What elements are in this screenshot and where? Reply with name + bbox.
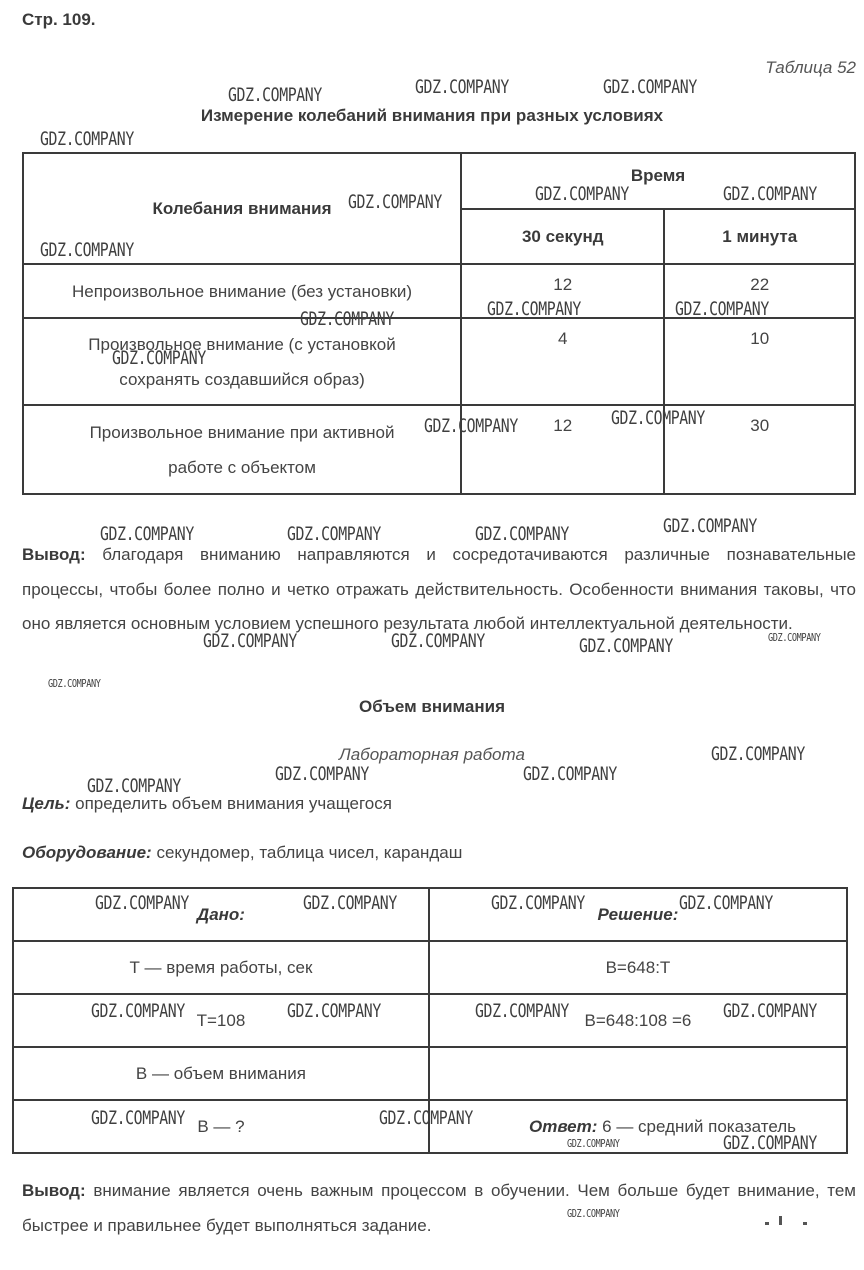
watermark: GDZ.COMPANY	[675, 298, 769, 320]
table1-title: Измерение колебаний внимания при разных условиях	[200, 106, 664, 125]
watermark: GDZ.COMPANY	[567, 1207, 620, 1220]
stray-mark	[779, 1216, 782, 1225]
goal-label: Цель:	[22, 794, 71, 813]
watermark: GDZ.COMPANY	[203, 630, 297, 652]
watermark: GDZ.COMPANY	[579, 635, 673, 657]
answer-text: 6 — средний показатель	[602, 1116, 796, 1136]
conclusion-2-label: Вывод:	[22, 1181, 86, 1200]
watermark: GDZ.COMPANY	[723, 1132, 817, 1154]
equipment-text: секундомер, таблица чисел, карандаш	[156, 843, 463, 862]
cell-1m: 10	[664, 318, 855, 405]
watermark: GDZ.COMPANY	[391, 630, 485, 652]
given-cell: Т — время работы, сек	[13, 941, 429, 994]
time-header: Время	[461, 153, 855, 209]
watermark: GDZ.COMPANY	[287, 523, 381, 545]
watermark: GDZ.COMPANY	[40, 239, 134, 261]
watermark: GDZ.COMPANY	[679, 892, 773, 914]
watermark: GDZ.COMPANY	[723, 183, 817, 205]
answer-label: Ответ:	[529, 1116, 598, 1136]
goal-text: определить объем внимания учащегося	[75, 794, 392, 813]
watermark: GDZ.COMPANY	[491, 892, 585, 914]
solution-cell: В=648:108 =6	[429, 994, 847, 1047]
row-label: Произвольное внимание (с установкой сохранять создавшийся образ)	[23, 318, 461, 405]
watermark: GDZ.COMPANY	[287, 1000, 381, 1022]
watermark: GDZ.COMPANY	[100, 523, 194, 545]
watermark: GDZ.COMPANY	[379, 1107, 473, 1129]
watermark: GDZ.COMPANY	[112, 347, 206, 369]
goal-line	[22, 794, 392, 814]
lab-title: Объем внимания	[358, 697, 506, 716]
watermark: GDZ.COMPANY	[300, 308, 394, 330]
conclusion-2-text: внимание является очень важным процессом в обучении. Чем больше будет внимание, тем быстрее и правильнее будет выполняться задание.	[22, 1181, 856, 1235]
sub-header-30s: 30 секунд	[461, 209, 664, 264]
equipment-line	[22, 843, 462, 863]
watermark: GDZ.COMPANY	[48, 677, 101, 690]
equipment-label: Оборудование:	[22, 843, 152, 862]
watermark: GDZ.COMPANY	[40, 128, 134, 150]
given-cell: Т=108	[13, 994, 429, 1047]
watermark: GDZ.COMPANY	[487, 298, 581, 320]
given-header: Дано:	[13, 888, 429, 941]
given-cell: В — ?	[13, 1100, 429, 1153]
watermark: GDZ.COMPANY	[475, 1000, 569, 1022]
table-label: Таблица 52	[765, 58, 856, 77]
watermark: GDZ.COMPANY	[95, 892, 189, 914]
watermark: GDZ.COMPANY	[663, 515, 757, 537]
sub-header-1m: 1 минута	[664, 209, 855, 264]
watermark: GDZ.COMPANY	[535, 183, 629, 205]
row-label: Непроизвольное внимание (без установки)	[23, 264, 461, 318]
watermark: GDZ.COMPANY	[611, 407, 705, 429]
watermark: GDZ.COMPANY	[228, 84, 322, 106]
watermark: GDZ.COMPANY	[723, 1000, 817, 1022]
row-label: Произвольное внимание при активной работе с объектом	[23, 405, 461, 494]
watermark: GDZ.COMPANY	[768, 631, 821, 644]
watermark: GDZ.COMPANY	[87, 775, 181, 797]
watermark: GDZ.COMPANY	[348, 191, 442, 213]
watermark: GDZ.COMPANY	[424, 415, 518, 437]
solution-header: Решение:	[429, 888, 847, 941]
watermark: GDZ.COMPANY	[303, 892, 397, 914]
watermark: GDZ.COMPANY	[91, 1107, 185, 1129]
watermark: GDZ.COMPANY	[603, 76, 697, 98]
conclusion-1-text: благодаря вниманию направляются и сосредотачиваются различные познавательные процессы, чтобы более полно и четко отражать действительность. Особенности внимания таковы, что оно является основным условием успешного результата любой интеллектуальной деятельности.	[22, 545, 856, 633]
conclusion-1-label: Вывод:	[22, 545, 86, 564]
stray-mark	[803, 1222, 807, 1225]
table-row	[13, 1047, 847, 1100]
cell-30s: 12	[461, 264, 664, 318]
lab-subtitle: Лабораторная работа	[339, 745, 525, 764]
watermark: GDZ.COMPANY	[415, 76, 509, 98]
watermark: GDZ.COMPANY	[475, 523, 569, 545]
table-row	[13, 941, 847, 994]
solution-cell	[429, 1047, 847, 1100]
watermark: GDZ.COMPANY	[567, 1137, 620, 1150]
col-header-fluctuation: Колебания внимания	[23, 153, 461, 264]
conclusion-1	[22, 538, 856, 642]
cell-1m: 30	[664, 405, 855, 494]
stray-mark	[765, 1222, 769, 1225]
page-number: Стр. 109.	[22, 10, 96, 29]
watermark: GDZ.COMPANY	[91, 1000, 185, 1022]
cell-1m: 22	[664, 264, 855, 318]
watermark: GDZ.COMPANY	[275, 763, 369, 785]
cell-30s: 4	[461, 318, 664, 405]
solution-cell: В=648:Т	[429, 941, 847, 994]
watermark: GDZ.COMPANY	[711, 743, 805, 765]
given-cell: В — объем внимания	[13, 1047, 429, 1100]
cell-30s: 12	[461, 405, 664, 494]
watermark: GDZ.COMPANY	[523, 763, 617, 785]
conclusion-2	[22, 1174, 856, 1243]
